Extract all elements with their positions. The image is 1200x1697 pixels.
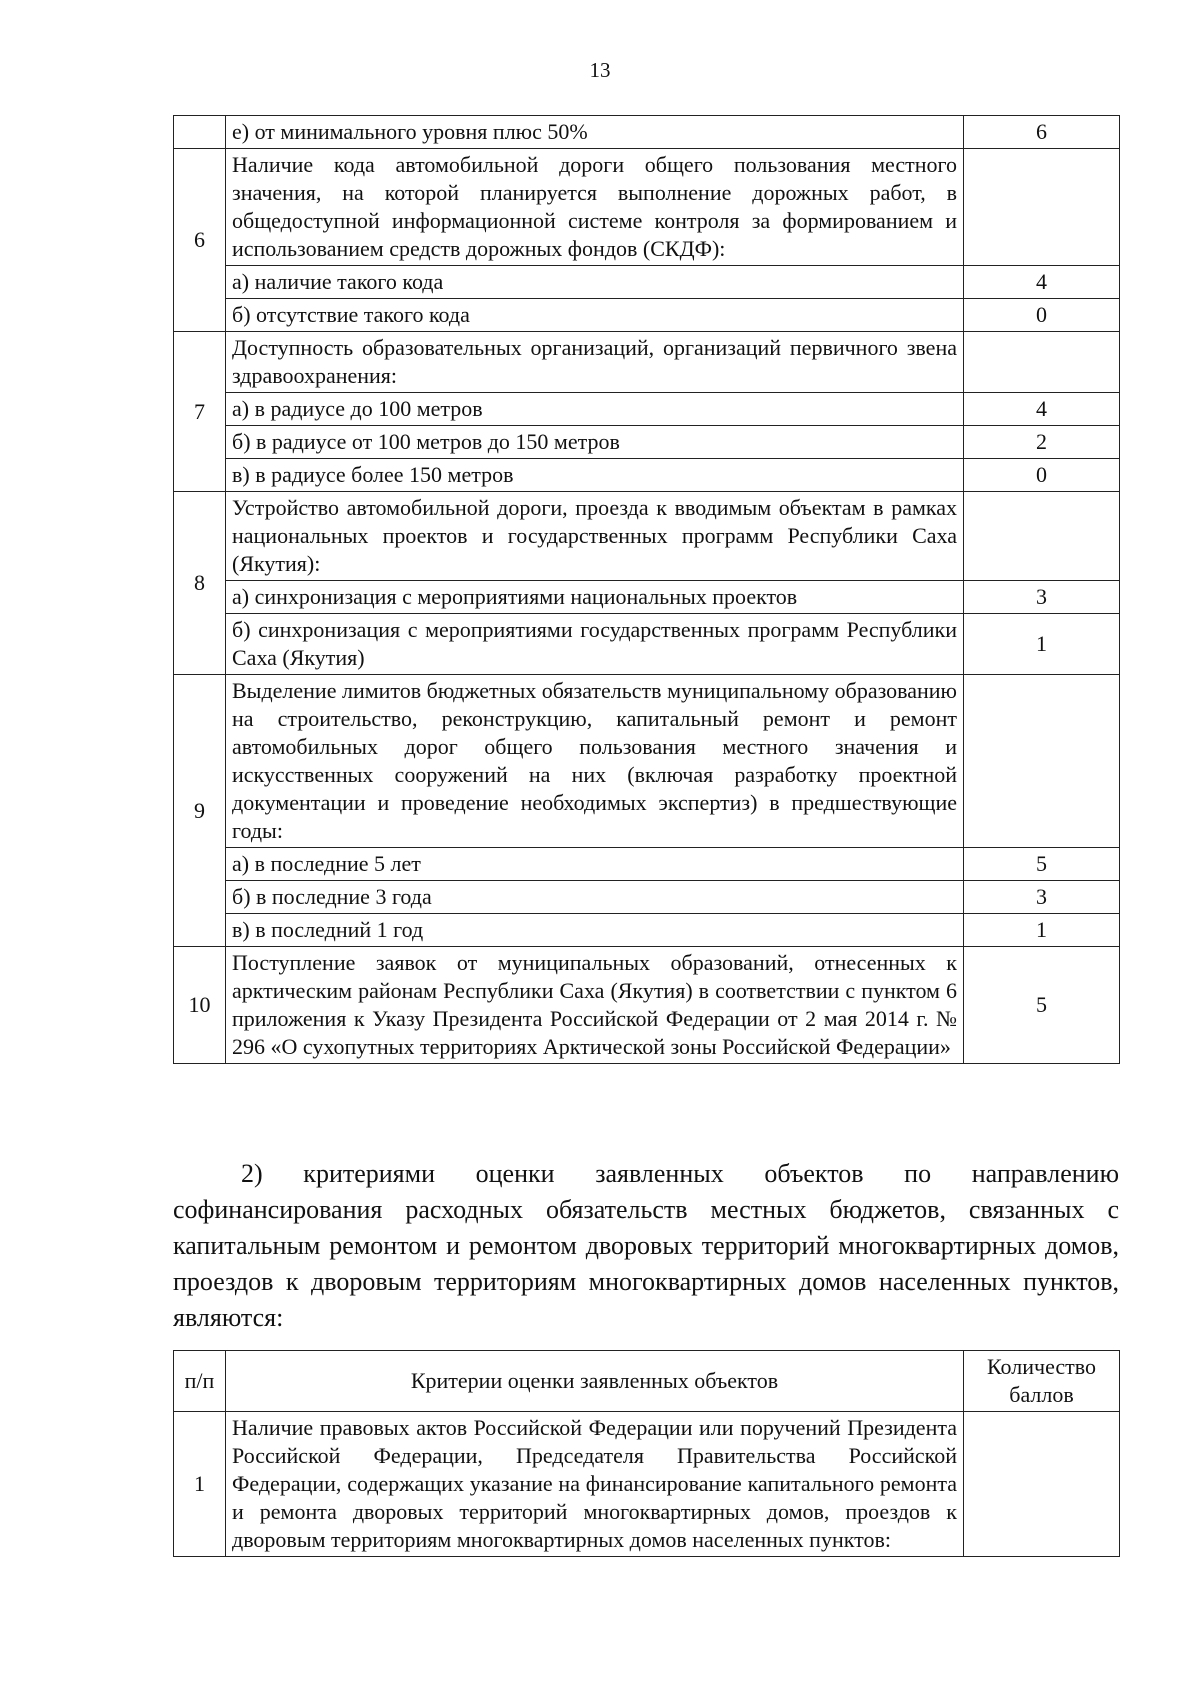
table-row (174, 332, 1120, 393)
table-row (174, 1412, 1120, 1557)
table-row (174, 393, 1120, 426)
criterion-text: Наличие кода автомобильной дороги общего пользования местного значения, на которой планируется выполнение дорожных работ, в общедоступной информационной системе контроля за формированием и использованием средств дорожных фондов (СКДФ): (226, 149, 964, 266)
table-row (174, 266, 1120, 299)
criterion-text: а) в последние 5 лет (226, 848, 964, 881)
header-number: п/п (174, 1351, 226, 1412)
table-row (174, 492, 1120, 581)
table-row (174, 149, 1120, 266)
table-row (174, 116, 1120, 149)
criterion-text: а) наличие такого кода (226, 266, 964, 299)
criterion-text: б) в последние 3 года (226, 881, 964, 914)
score-cell (964, 332, 1120, 393)
score-cell: 5 (964, 947, 1120, 1064)
criterion-text: Выделение лимитов бюджетных обязательств муниципальному образованию на строительство, реконструкцию, капитальный ремонт и ремонт автомобильных дорог общего пользования местного значения и искусственных сооружений на них (включая разработку проектной документации и проведение необходимых экспертиз) в предшествующие годы: (226, 675, 964, 848)
criterion-text: б) синхронизация с мероприятиями государственных программ Республики Саха (Якутия) (226, 614, 964, 675)
criterion-text: Наличие правовых актов Российской Федерации или поручений Президента Российской Федерации, Председателя Правительства Российской Федерации, содержащих указание на финансирование капитального ремонта и ремонта дворовых территорий многоквартирных домов, проездов к дворовым территориям многоквартирных домов населенных пунктов: (226, 1412, 964, 1557)
table-row (174, 675, 1120, 848)
criterion-text: Поступление заявок от муниципальных образований, отнесенных к арктическим районам Республики Саха (Якутия) в соответствии с пунктом 6 приложения к Указу Президента Российской Федерации от 2 мая 2014 г. № 296 «О сухопутных территориях Арктической зоны Российской Федерации» (226, 947, 964, 1064)
criterion-text: а) в радиусе до 100 метров (226, 393, 964, 426)
row-number: 9 (174, 675, 226, 947)
criterion-text: а) синхронизация с мероприятиями национальных проектов (226, 581, 964, 614)
criterion-text: в) в радиусе более 150 метров (226, 459, 964, 492)
score-cell: 2 (964, 426, 1120, 459)
criteria-table-2 (173, 1350, 1120, 1557)
score-cell (964, 1412, 1120, 1557)
score-cell: 5 (964, 848, 1120, 881)
table-row (174, 614, 1120, 675)
table-row (174, 426, 1120, 459)
score-cell: 3 (964, 881, 1120, 914)
table-row (174, 881, 1120, 914)
table-row (174, 299, 1120, 332)
score-cell: 3 (964, 581, 1120, 614)
score-cell: 0 (964, 299, 1120, 332)
row-number: 6 (174, 149, 226, 332)
table-row (174, 581, 1120, 614)
row-number: 7 (174, 332, 226, 492)
row-number (174, 116, 226, 149)
header-score: Количество баллов (964, 1351, 1120, 1412)
score-cell: 1 (964, 614, 1120, 675)
criterion-text: б) отсутствие такого кода (226, 299, 964, 332)
score-cell: 0 (964, 459, 1120, 492)
table-row (174, 947, 1120, 1064)
body-paragraph: 2) критериями оценки заявленных объектов по направлению софинансирования расходных обязательств местных бюджетов, связанных с капитальным ремонтом и ремонтом дворовых территорий многоквартирных домов, проездов к дворовым территориям многоквартирных домов населенных пунктов, являются: (173, 1159, 1119, 1332)
criterion-text: б) в радиусе от 100 метров до 150 метров (226, 426, 964, 459)
table-header-row (174, 1351, 1120, 1412)
score-cell (964, 492, 1120, 581)
score-cell (964, 675, 1120, 848)
row-number: 10 (174, 947, 226, 1064)
criteria-table-continued (173, 115, 1120, 1064)
criterion-text: Устройство автомобильной дороги, проезда к вводимым объектам в рамках национальных проектов и государственных программ Республики Саха (Якутия): (226, 492, 964, 581)
score-cell: 4 (964, 266, 1120, 299)
criterion-text: Доступность образовательных организаций, организаций первичного звена здравоохранения: (226, 332, 964, 393)
row-number: 8 (174, 492, 226, 675)
page-number: 13 (589, 58, 611, 82)
score-cell: 1 (964, 914, 1120, 947)
row-number: 1 (174, 1412, 226, 1557)
score-cell (964, 149, 1120, 266)
table-row (174, 914, 1120, 947)
header-criteria: Критерии оценки заявленных объектов (226, 1351, 964, 1412)
table-row (174, 459, 1120, 492)
criterion-text: е) от минимального уровня плюс 50% (226, 116, 964, 149)
score-cell: 6 (964, 116, 1120, 149)
score-cell: 4 (964, 393, 1120, 426)
criterion-text: в) в последний 1 год (226, 914, 964, 947)
table-row (174, 848, 1120, 881)
